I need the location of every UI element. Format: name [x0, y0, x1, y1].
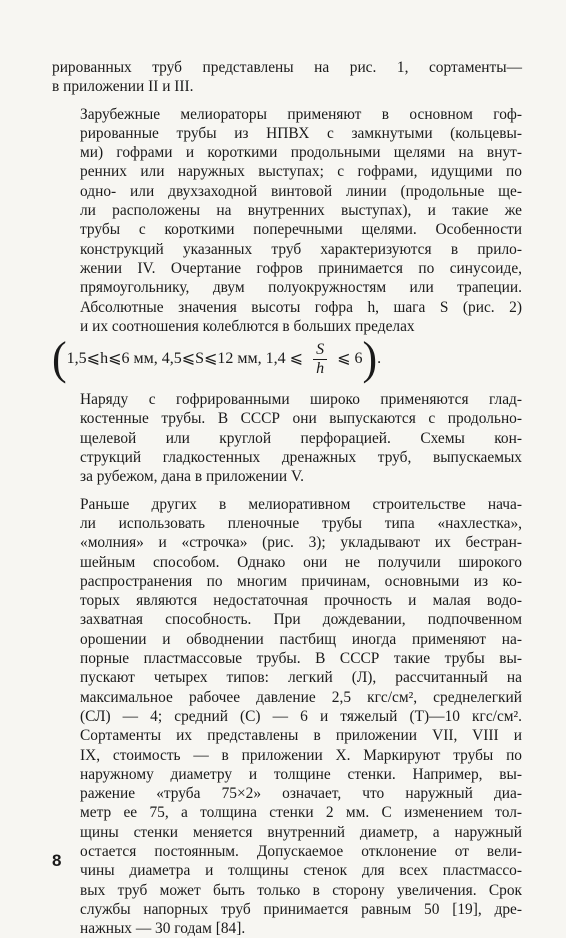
text-line: прямоугольнику, двум полуокружностям или трапеции.	[80, 279, 522, 297]
text-line: (СЛ) — 4; средний (С) — 6 и тяжелый (Т)—10 кгс/см².	[80, 707, 522, 725]
page-number: 8	[52, 851, 62, 870]
text-line: IX, стоимость — в приложении X. Маркируют трубы по	[80, 746, 522, 764]
text-line: пускают четырех типов: легкий (Л), рассчитанный на	[80, 669, 522, 687]
text-line: орошении и обводнении пастбищ иногда применяют на-	[80, 630, 522, 648]
text-line: Сортаменты их представлены в приложении VII, VIII и	[80, 727, 522, 745]
text-line: порные пластмассовые трубы. В СССР такие трубы вы-	[80, 650, 522, 668]
text-line: Раньше других в мелиоративном строительстве нача-	[80, 495, 522, 513]
text-line: Зарубежные мелиораторы применяют в основном гоф-	[80, 105, 522, 123]
text-line: распространения по многим причинам, основными из ко-	[80, 572, 522, 590]
text-line: максимальное рабочее давление 2,5 кгс/см², среднелегкий	[80, 688, 522, 706]
text-line: ли использовать пленочные трубы типа «нахлестка»,	[80, 514, 522, 532]
text-line: чины диаметра и толщины стенок для всех пластмассо-	[80, 862, 522, 880]
formula-part-1: 1,5⩽h⩽6 мм, 4,5⩽S⩽12 мм, 1,4 ⩽	[66, 350, 308, 368]
paragraph	[52, 390, 522, 486]
text-line: «молния» и «строчка» (рис. 3); укладывают их бестран-	[80, 534, 522, 552]
inequality-formula	[52, 332, 522, 385]
text-line: ражение «труба 75×2» означает, что наружный диа-	[80, 785, 522, 803]
text-line: вых труб может быть только в сторону увеличения. Срок	[80, 881, 522, 899]
text-line: рированных труб представлены на рис. 1, сортаменты—	[52, 59, 522, 76]
text-line: рированные трубы из НПВХ с замкнутыми (кольцевы-	[80, 124, 522, 142]
formula-open-paren: (	[52, 332, 67, 385]
text-line: в приложении II и III.	[52, 78, 194, 96]
text-line: щелевой или круглой перфорацией. Схемы кон-	[80, 429, 522, 447]
text-line: одно- или двухзаходной винтовой линии (продольные ще-	[80, 182, 522, 200]
text-line: нажных — 30 годам [84].	[80, 920, 246, 938]
fraction-denominator: h	[316, 359, 325, 377]
text-line: остается постоянным. Допускаемое отклонение от вели-	[80, 842, 522, 860]
text-line: шейным способом. Однако они не получили широкого	[80, 553, 522, 571]
text-line: конструкций указанных труб характеризуются в прило-	[80, 240, 522, 258]
text-line: за рубежом, дана в приложении V.	[80, 468, 304, 486]
text-line: Абсолютные значения высоты гофра h, шага S (рис. 2)	[80, 298, 522, 316]
paragraph	[52, 495, 522, 938]
text-line: щины стенки меняется внутренний диаметр, а наружный	[80, 823, 522, 841]
text-line: жении IV. Очертание гофров принимается по синусоиде,	[80, 259, 522, 277]
text-line: ренних или наружных выступах; с гофрами, идущими по	[80, 163, 522, 181]
text-line: костенные трубы. В СССР они выпускаются с продольно-	[80, 410, 522, 428]
text-line: захватная способность. При дождевании, подпочвенном	[80, 611, 522, 629]
text-line: ли расположены на внутренних выступах), и такие же	[80, 202, 522, 220]
fraction-numerator: S	[313, 341, 327, 360]
body-text-bottom	[52, 390, 522, 938]
text-line: наружному диаметру и толщине стенки. Например, вы-	[80, 765, 522, 783]
formula-part-2: ⩽ 6	[333, 350, 363, 368]
text-line: струкций гладкостенных дренажных труб, выпускаемых	[80, 449, 522, 467]
text-line: торых являются недостаточная прочность и малая водо-	[80, 592, 522, 610]
text-line: Наряду с гофрированными широко применяются глад-	[80, 391, 522, 409]
text-line: метр ее 75, а толщина стенки 2 мм. С изменением тол-	[80, 804, 522, 822]
text-line: трубы с короткими поперечными щелями. Особенности	[80, 221, 522, 239]
body-text-top	[52, 58, 522, 336]
paragraph	[52, 58, 522, 97]
formula-end: .	[377, 350, 382, 368]
formula-close-paren: )	[362, 332, 378, 385]
paragraph	[52, 105, 522, 337]
formula-fraction	[313, 341, 327, 378]
text-line: службы напорных труб принимается равным 50 [19], дре-	[80, 900, 522, 918]
text-line: и их соотношения колеблются в больших пределах	[80, 317, 415, 335]
text-line: ми) гофрами и короткими продольными щелями на внут-	[80, 144, 522, 162]
